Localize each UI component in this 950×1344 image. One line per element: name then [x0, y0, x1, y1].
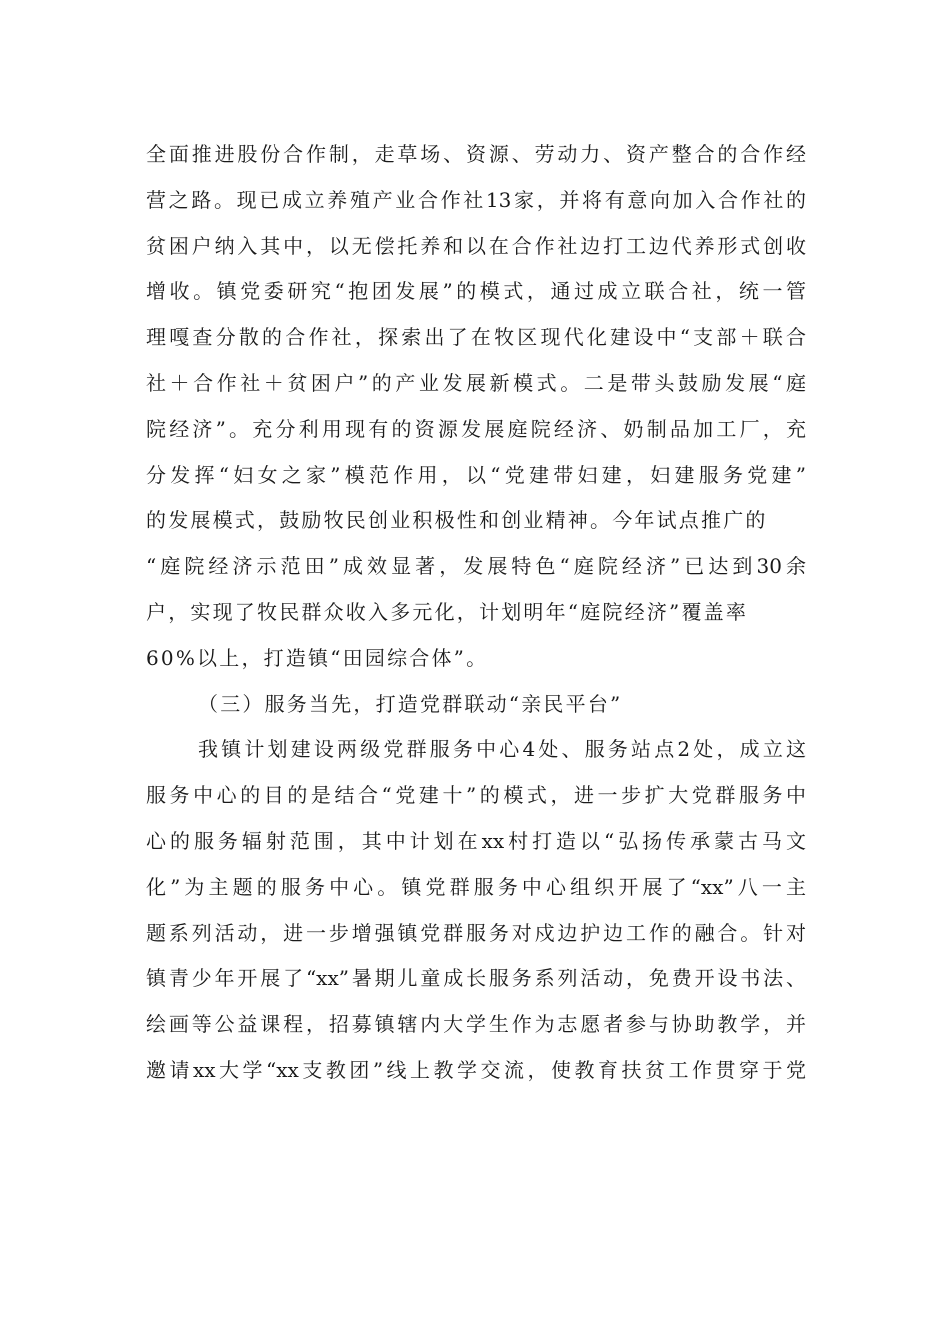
body-line: 营之路。现已成立养殖产业合作社13家，并将有意向加入合作社的	[146, 187, 806, 212]
body-line: 贫困户纳入其中，以无偿托养和以在合作社边打工边代养形式创收	[146, 233, 806, 258]
body-line: 化”为主题的服务中心。镇党群服务中心组织开展了“xx”八一主	[146, 874, 806, 899]
body-line: 绘画等公益课程，招募镇辖内大学生作为志愿者参与协助教学，并	[146, 1012, 806, 1037]
body-line: 邀请xx大学“xx支教团”线上教学交流，使教育扶贫工作贯穿于党	[146, 1057, 806, 1082]
body-line: 院经济”。充分利用现有的资源发展庭院经济、奶制品加工厂，充	[146, 416, 806, 441]
body-line: 镇青少年开展了“xx”暑期儿童成长服务系列活动，免费开设书法、	[146, 966, 806, 991]
section-heading: （三）服务当先，打造党群联动“亲民平台”	[198, 691, 623, 716]
body-line: “庭院经济示范田”成效显著，发展特色“庭院经济”已达到30余	[146, 554, 806, 579]
body-line: 全面推进股份合作制，走草场、资源、劳动力、资产整合的合作经	[146, 142, 806, 166]
body-line: 题系列活动，进一步增强镇党群服务对戍边护边工作的融合。针对	[146, 920, 806, 945]
body-line: 社＋合作社＋贫困户”的产业发展新模式。二是带头鼓励发展“庭	[146, 370, 806, 395]
paragraph-first-line: 我镇计划建设两级党群服务中心4处、服务站点2处，成立这	[198, 737, 806, 762]
body-line: 增收。镇党委研究“抱团发展”的模式，通过成立联合社，统一管	[146, 279, 806, 304]
body-line: 60%以上，打造镇“田园综合体”。	[146, 645, 489, 670]
document-body	[146, 132, 806, 1094]
body-line: 服务中心的目的是结合“党建十”的模式，进一步扩大党群服务中	[146, 783, 806, 808]
body-line: 理嘎查分散的合作社，探索出了在牧区现代化建设中“支部＋联合	[146, 325, 806, 350]
body-line: 的发展模式，鼓励牧民创业积极性和创业精神。今年试点推广的	[146, 508, 768, 533]
body-line: 分发挥“妇女之家”模范作用，以“党建带妇建，妇建服务党建”	[146, 462, 806, 487]
body-line: 心的服务辐射范围，其中计划在xx村打造以“弘扬传承蒙古马文	[146, 828, 806, 853]
body-line: 户，实现了牧民群众收入多元化，计划明年“庭院经济”覆盖率	[146, 599, 749, 624]
